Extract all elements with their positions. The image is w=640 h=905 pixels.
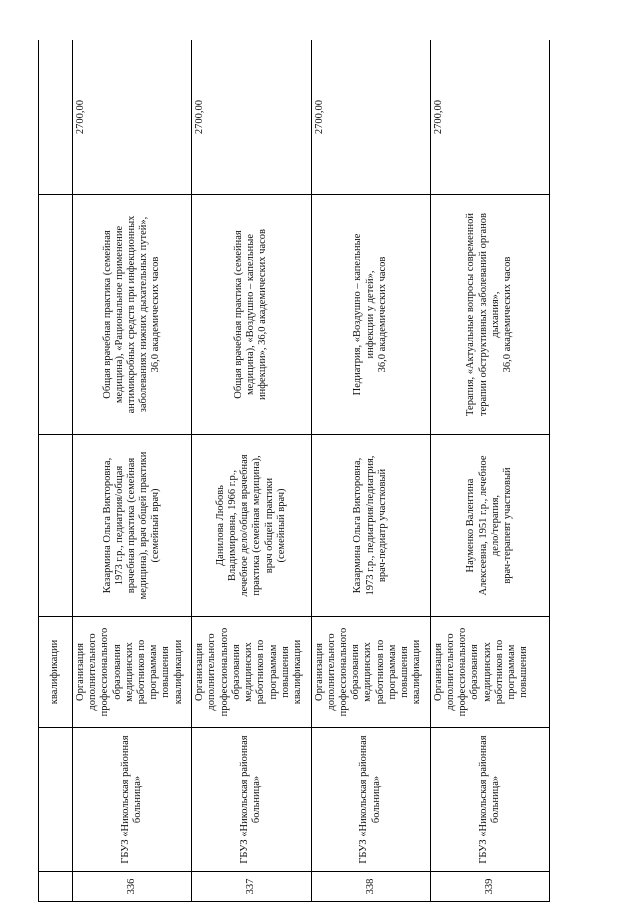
table-row xyxy=(430,40,549,902)
price-cell: 2700,00 xyxy=(430,40,549,195)
service-type-cell xyxy=(192,617,311,728)
row-number: 336 xyxy=(73,872,192,902)
doctor-cell xyxy=(430,435,549,617)
service-type-text: Организация дополнительного профессионального образования медицинских работников по программам повышения квалификации xyxy=(75,627,184,717)
rotated-page xyxy=(38,40,550,902)
table-row xyxy=(192,40,311,902)
course-cell xyxy=(192,195,311,435)
row-number: 337 xyxy=(192,872,311,902)
row-number: 339 xyxy=(430,872,549,902)
continuation-org-cell xyxy=(39,728,73,872)
doctor-cell xyxy=(192,435,311,617)
continuation-doctor-cell xyxy=(39,435,73,617)
table-block xyxy=(38,40,550,902)
service-type-text: Организация дополнительного профессионального образования медицинских работников по программам повышения квалификации xyxy=(194,627,303,717)
service-type-text: Организация дополнительного профессионального образования медицинских работников по программам повышения квалификации xyxy=(313,627,423,717)
service-type-cell xyxy=(311,617,430,728)
continuation-num-cell xyxy=(39,872,73,902)
table-continuation-row xyxy=(39,40,73,902)
course-text: Терапия, «Актуальные вопросы современной терапии обструктивных заболеваний органов дыхания», 36,0 академических часов xyxy=(465,213,514,416)
services-table xyxy=(38,40,550,902)
organization-cell: ГБУЗ «Никольская районная больница» xyxy=(192,728,311,872)
doctor-cell xyxy=(73,435,192,617)
price-cell: 2700,00 xyxy=(311,40,430,195)
doctor-text: Науменко Валентина Алексеевна, 1951 г.р., лечебное дело/терапия, врач-терапевт участковый xyxy=(465,455,514,596)
course-cell xyxy=(73,195,192,435)
course-cell xyxy=(430,195,549,435)
service-type-cell xyxy=(430,617,549,728)
doctor-text: Казармина Ольга Викторовна, 1973 г.р., педиатрия/педиатрия, врач-педиатр участковый xyxy=(352,455,388,596)
table-row xyxy=(311,40,430,902)
course-text: Педиатрия, «Воздушно – капельные инфекции у детей», 36,0 академических часов xyxy=(352,233,388,396)
table-row xyxy=(73,40,192,902)
course-text: Общая врачебная практика (семейная медицина), «Рациональное применение антимикробных средств при инфекционных заболеваниях нижних дыхательных путей», 36,0 академических часов xyxy=(101,215,162,414)
continuation-price-cell xyxy=(39,40,73,195)
organization-cell: ГБУЗ «Никольская районная больница» xyxy=(311,728,430,872)
price-cell: 2700,00 xyxy=(73,40,192,195)
service-type-cell xyxy=(73,617,192,728)
row-number: 338 xyxy=(311,872,430,902)
doctor-cell xyxy=(311,435,430,617)
organization-cell: ГБУЗ «Никольская районная больница» xyxy=(430,728,549,872)
price-cell: 2700,00 xyxy=(192,40,311,195)
continuation-type-cell xyxy=(39,617,73,728)
service-type-text: Организация дополнительного профессионального образования медицинских работников по программам повышения xyxy=(432,627,530,717)
continuation-course-cell xyxy=(39,195,73,435)
course-cell xyxy=(311,195,430,435)
doctor-text: Казармина Ольга Викторовна, 1973 г.р., педиатрия/общая врачебная практика (семейная медицина), врач общей практики (семейный врач) xyxy=(101,451,162,600)
course-text: Общая врачебная практика (семейная медицина), «Воздушно – капельные инфекции», 36,0 академических часов xyxy=(233,229,269,400)
continuation-type-text: квалификации xyxy=(49,639,61,705)
organization-cell: ГБУЗ «Никольская районная больница» xyxy=(73,728,192,872)
doctor-text: Данилова Любовь Владимировна, 1966 г.р., лечебное дело/общая врачебная практика (семейная медицина), врач общей практики (семейный врач) xyxy=(214,454,287,597)
